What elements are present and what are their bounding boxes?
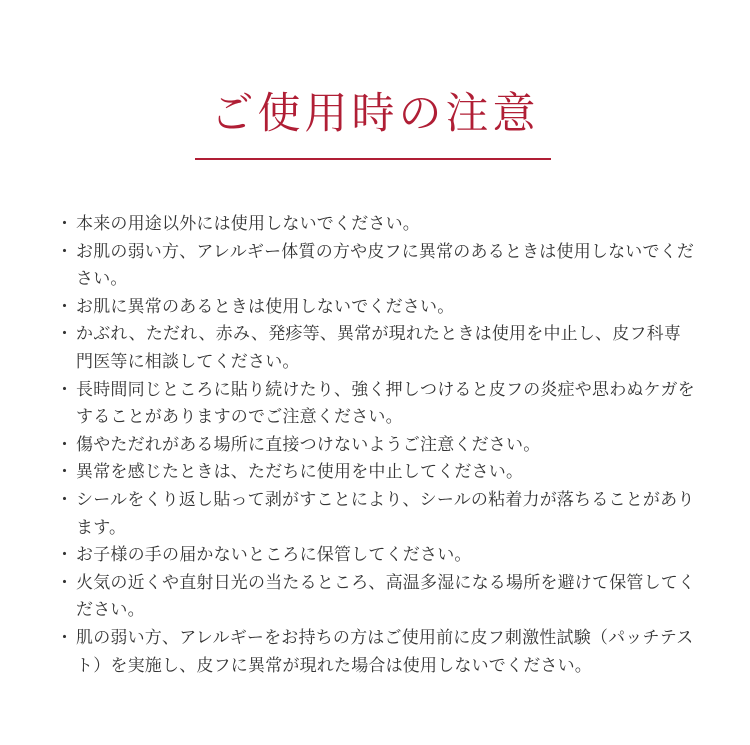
bullet-marker: ・	[56, 572, 74, 593]
caution-item	[56, 542, 698, 570]
caution-item	[56, 625, 698, 680]
caution-text: お肌に異常のあるときは使用しないでください。	[76, 296, 455, 317]
bullet-marker: ・	[56, 324, 74, 345]
caution-item	[56, 377, 698, 432]
caution-text: お子様の手の届かないところに保管してください。	[76, 545, 472, 566]
caution-text: 傷やただれがある場所に直接つけないようご注意ください。	[76, 434, 541, 455]
page-title: ご使用時の注意	[210, 89, 540, 139]
caution-item	[56, 487, 698, 542]
title-underline	[195, 158, 551, 160]
caution-text: 肌の弱い方、アレルギーをお持ちの方はご使用前に皮フ刺激性試験（パッチテスト）を実施し、皮フに異常が現れた場合は使用しないでください。	[76, 627, 694, 676]
bullet-marker: ・	[56, 434, 74, 455]
caution-item	[56, 432, 698, 460]
bullet-marker: ・	[56, 545, 74, 566]
caution-text: 異常を感じたときは、ただちに使用を中止してください。	[76, 462, 524, 483]
caution-text: 長時間同じところに貼り続けたり、強く押しつけると皮フの炎症や思わぬケガをすることがありますのでご注意ください。	[76, 379, 695, 428]
caution-text: 火気の近くや直射日光の当たるところ、高温多湿になる場所を避けて保管してください。	[76, 572, 696, 621]
bullet-marker: ・	[56, 379, 74, 400]
caution-list	[56, 211, 698, 680]
caution-item	[56, 459, 698, 487]
caution-text: お肌の弱い方、アレルギー体質の方や皮フに異常のあるときは使用しないでください。	[76, 241, 695, 290]
caution-item	[56, 570, 698, 625]
bullet-marker: ・	[56, 462, 74, 483]
caution-item	[56, 321, 698, 376]
bullet-marker: ・	[56, 296, 74, 317]
bullet-marker: ・	[56, 627, 74, 648]
bullet-marker: ・	[56, 214, 74, 234]
caution-text: かぶれ、ただれ、赤み、発疹等、異常が現れたときは使用を中止し、皮フ科専門医等に相談してください。	[76, 324, 682, 372]
caution-text: 本来の用途以外には使用しないでください。	[76, 214, 420, 234]
bullet-marker: ・	[56, 489, 74, 510]
caution-item	[56, 239, 698, 294]
caution-text: シールをくり返し貼って剥がすことにより、シールの粘着力が落ちることがあります。	[76, 489, 695, 538]
bullet-marker: ・	[56, 241, 74, 262]
caution-item	[56, 294, 698, 322]
caution-item	[56, 211, 698, 239]
